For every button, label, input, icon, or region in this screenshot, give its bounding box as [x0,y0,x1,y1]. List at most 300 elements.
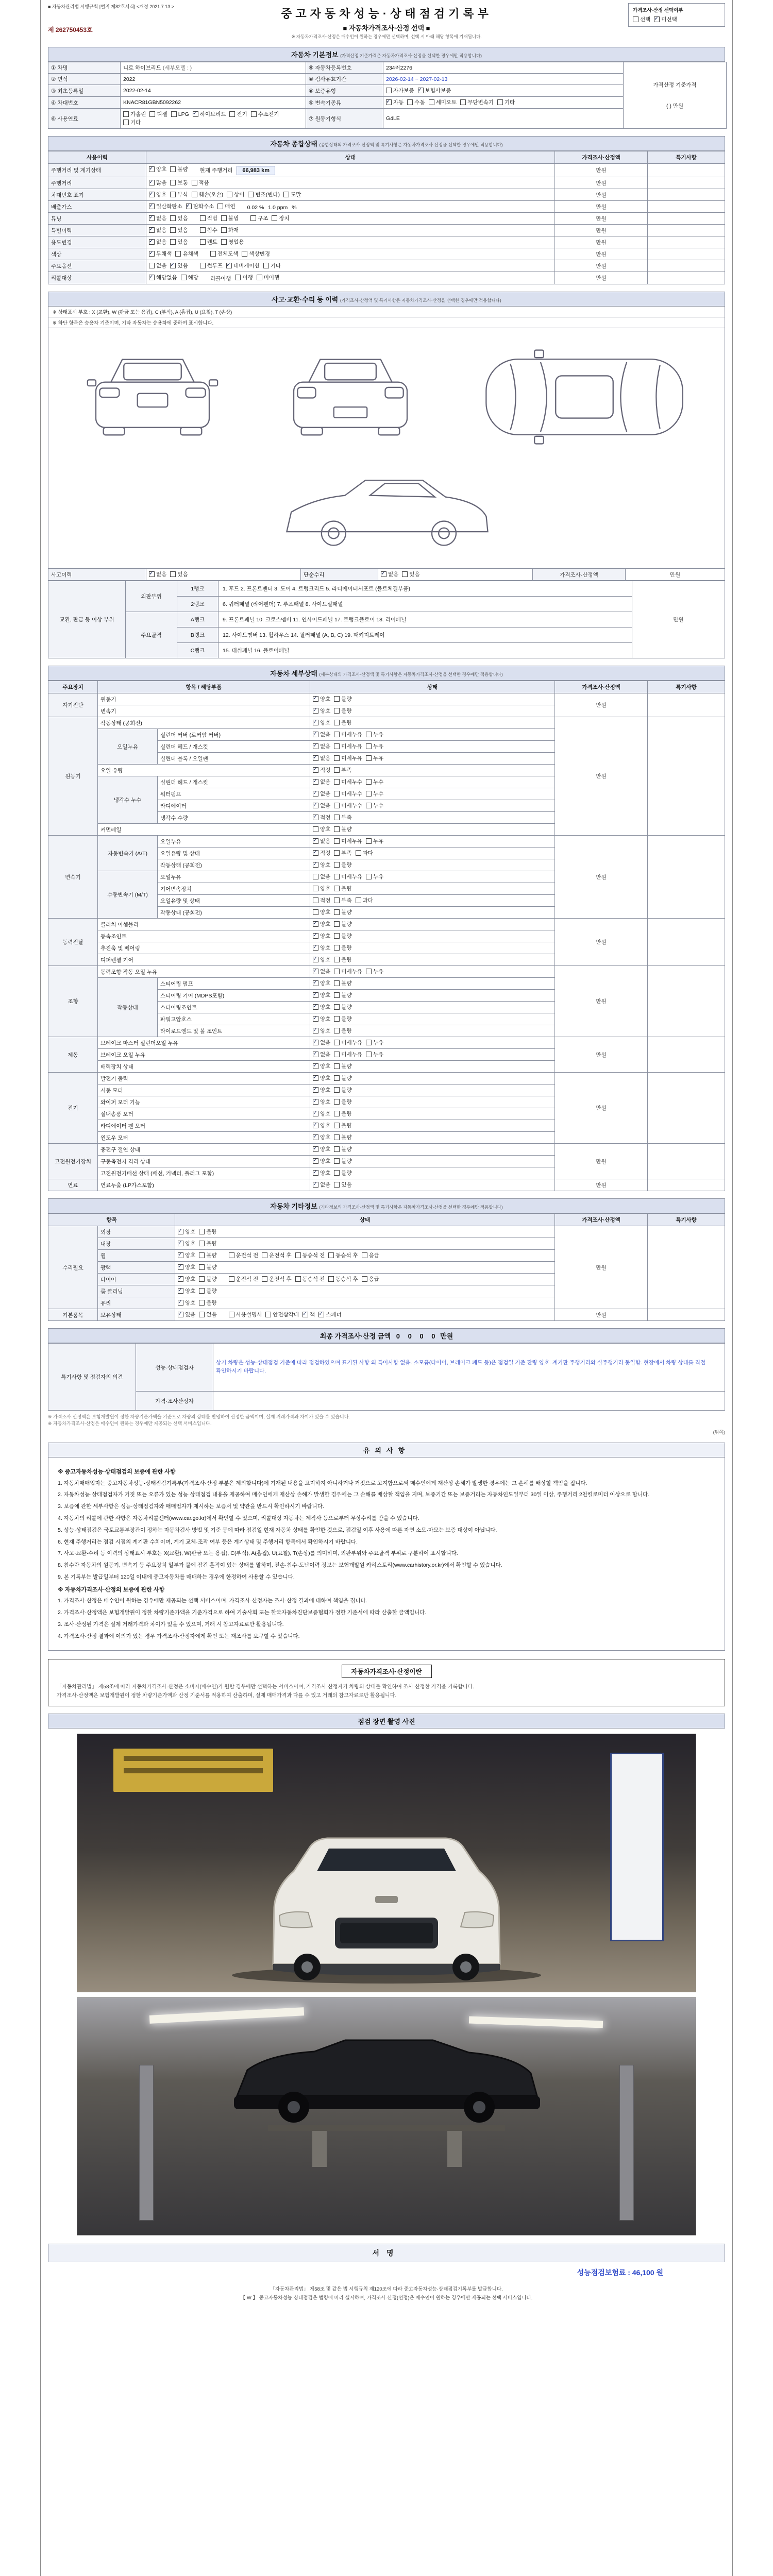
checkbox-label: 무채색 [156,251,172,257]
checkbox-option[interactable] [149,191,166,198]
misc-item-label: 유리 [98,1297,175,1309]
checkbox-option[interactable] [221,226,239,234]
checkbox-option[interactable] [178,1311,195,1318]
checkbox-option[interactable] [149,570,166,578]
checkbox-box [192,180,197,185]
form-reference: ■ 자동차관리법 시행규칙 [별지 제82호서식] <개정 2021.7.13.> [48,4,174,9]
checkbox-option[interactable] [262,1275,292,1283]
checkbox-label: 있음 [177,227,188,233]
checkbox-option[interactable] [386,87,414,94]
checkbox-option[interactable] [407,98,425,106]
checkbox-option[interactable] [235,274,253,281]
checkbox-option[interactable] [418,87,451,94]
checkbox-option[interactable] [199,1311,216,1318]
table-row [48,581,725,597]
column-header: 항목 / 해당부품 [98,681,310,693]
checkbox-option[interactable] [200,214,217,222]
checkbox-option[interactable] [175,250,198,258]
notice-item: 8. 침수란 자동차의 원동기, 변속기 등 주요장치 일부가 물에 잠긴 흔적이 있는 상태를 말하며, 전손·침수·도난이력 정보는 보험개발원 카히스토리(www.carhistory.or.kr)에서 확인할 수 있습니다. [58,1562,502,1569]
section-title-note: (가격조사·산정액 및 특기사항은 자동차가격조사·산정을 선택한 경우에만 적용합니다) [340,298,501,303]
section-title-text: 자동차 기본정보 [291,51,339,59]
checkbox-option[interactable] [178,1228,195,1235]
checkbox-label: 훼손(오손) [198,192,224,198]
checkbox-option[interactable] [170,570,188,578]
checkbox-option[interactable] [334,1027,351,1035]
checkbox-option[interactable] [170,179,188,187]
checkbox-option[interactable] [334,1003,351,1011]
checkbox-option[interactable] [633,15,650,23]
checkbox-option[interactable] [313,1062,330,1070]
checkbox-option[interactable] [334,968,362,975]
checkbox-option[interactable] [313,944,330,952]
checkbox-option[interactable] [313,1050,330,1058]
table-row [48,693,725,705]
checkbox-option[interactable] [313,754,330,762]
checkbox-option[interactable] [227,191,244,198]
group-note [648,693,725,717]
checkbox-option[interactable] [366,873,383,880]
checkbox-option[interactable] [334,920,351,928]
checkbox-option[interactable] [313,766,330,774]
column-header: 특기사항 [648,151,725,164]
checkbox-option[interactable] [149,179,166,187]
final-price-unit: 만원 [440,1332,453,1340]
checkbox-box [334,803,340,808]
checkbox-option[interactable] [334,1181,351,1189]
checkbox-box [334,933,340,939]
checkbox-label: 과다 [362,850,373,856]
checkbox-option[interactable] [313,778,330,786]
checkbox-box [386,88,392,93]
table-row [48,1179,725,1191]
checkbox-option[interactable] [334,1050,362,1058]
checkbox-box [334,969,340,974]
checkbox-label: 보험사보증 [425,88,451,94]
checkbox-option[interactable] [334,956,351,963]
checkbox-option[interactable] [334,731,362,738]
checkbox-option[interactable] [200,262,223,269]
checkbox-box [313,1182,318,1188]
price-appraisal-info-body: 가격조사·산정액은 보험개발원이 정한 차량기준가액과 산정 기준서를 적용하여 산출하며, 실제 매매가격과 다를 수 있고 거래의 참고자료로만 활용됩니다. [57,1692,397,1699]
checkbox-option[interactable] [334,754,362,762]
checkbox-option[interactable] [313,1098,330,1106]
checkbox-option[interactable] [313,837,330,845]
checkbox-option[interactable] [334,1110,351,1117]
checkbox-option[interactable] [334,1098,351,1106]
part-state [310,729,555,741]
checkbox-option[interactable] [263,262,281,269]
checkbox-option[interactable] [366,790,383,798]
checkbox-option[interactable] [199,1251,216,1259]
part-state [310,871,555,883]
checkbox-option[interactable] [170,226,188,234]
checkbox-option[interactable] [334,932,351,940]
part-label: 브레이크 마스터 실린더오일 누유 [98,1037,310,1049]
page-title: 중고자동차성능·상태점검기록부 [281,7,492,20]
checkbox-option[interactable] [402,570,419,578]
checkbox-option[interactable] [313,802,330,809]
checkbox-option[interactable] [186,202,214,210]
checkbox-option[interactable] [334,1169,351,1177]
checkbox-option[interactable] [318,1311,341,1318]
checkbox-label: 불량 [206,1252,217,1259]
checkbox-option[interactable] [313,742,330,750]
part-label: 디퍼렌셜 기어 [98,954,310,966]
checkbox-option[interactable] [193,110,226,118]
checkbox-option[interactable] [257,274,279,281]
checkbox-label: 동승석 전 [302,1276,325,1282]
checkbox-box [200,227,206,233]
checkbox-option[interactable] [199,1275,216,1283]
checkbox-option[interactable] [200,238,217,246]
checkbox-box [123,120,129,125]
checkbox-option[interactable] [149,274,177,281]
checkbox-option[interactable] [313,920,330,928]
checkbox-option[interactable] [149,238,166,246]
checkbox-option[interactable] [429,98,457,106]
checkbox-option[interactable] [334,1133,351,1141]
checkbox-option[interactable] [334,1015,351,1023]
checkbox-option[interactable] [265,1311,299,1318]
checkbox-label: 있음 [177,263,188,269]
checkbox-box [199,1312,205,1317]
checkbox-option[interactable] [313,695,330,703]
footer-line: 「자동차관리법」 제58조 및 같은 법 시행규칙 제120조에 따라 중고자동차성능·상태점검기록부를 발급합니다. [270,2286,503,2292]
checkbox-label: 운전석 전 [236,1252,259,1259]
checkbox-label: 누수 [373,803,384,809]
checkbox-label: 불량 [341,1028,352,1034]
checkbox-option[interactable] [313,1015,330,1023]
checkbox-option[interactable] [313,861,330,869]
price-footnote-2: ※ 자동차가격조사·산정은 매수인이 원하는 경우에만 제공되는 선택 서비스입니다. [48,1421,212,1426]
checkbox-option[interactable] [313,1003,330,1011]
checkbox-option[interactable] [199,1263,216,1271]
checkbox-option[interactable] [334,1074,351,1082]
checkbox-option[interactable] [313,1039,330,1046]
checkbox-box [178,1241,183,1246]
checkbox-option[interactable] [178,1275,195,1283]
checkbox-option[interactable] [303,1311,315,1318]
registration-number: 234러2276 [383,62,624,74]
checkbox-option[interactable] [229,1251,259,1259]
checkbox-option[interactable] [251,110,279,118]
checkbox-option[interactable] [313,1181,330,1189]
checkbox-label: 없음 [156,239,167,245]
fee-value: 46,100 원 [632,2268,663,2277]
row-state [146,225,555,236]
checkbox-option[interactable] [334,1062,351,1070]
checkbox-option[interactable] [334,1086,351,1094]
checkbox-option[interactable] [386,98,404,106]
checkbox-option[interactable] [334,1145,351,1153]
checkbox-option[interactable] [200,226,217,234]
photographed-car-front [211,1809,562,1985]
checkbox-option[interactable] [313,979,330,987]
checkbox-option[interactable] [313,1145,330,1153]
checkbox-option[interactable] [229,1275,259,1283]
checkbox-option[interactable] [334,778,362,786]
checkbox-option[interactable] [229,110,247,118]
checkbox-option[interactable] [149,250,172,258]
checkbox-option[interactable] [295,1251,325,1259]
checkbox-option[interactable] [366,778,383,786]
checkbox-option[interactable] [334,991,351,999]
checkbox-label: 불량 [341,909,352,916]
checkbox-option[interactable] [149,262,166,269]
checkbox-option[interactable] [366,802,383,809]
part-label: 원동기 [98,693,310,705]
checkbox-option[interactable] [313,896,330,904]
checkbox-box [334,850,340,856]
checkbox-option[interactable] [199,1228,216,1235]
row-price: 만원 [555,272,648,284]
checkbox-box [199,1288,205,1294]
checkbox-label: 수동 [414,99,425,106]
checkbox-option[interactable] [334,944,351,952]
checkbox-option[interactable] [334,896,351,904]
checkbox-option[interactable] [313,885,330,892]
group-price: 만원 [555,966,648,1037]
checkbox-option[interactable] [242,250,270,258]
checkbox-option[interactable] [328,1251,358,1259]
sub-group-label: 작동상태 [98,978,158,1037]
checkbox-option[interactable] [313,1122,330,1129]
checkbox-option[interactable] [313,991,330,999]
checkbox-option[interactable] [170,214,188,222]
checkbox-option[interactable] [313,908,330,916]
checkbox-option[interactable] [149,165,166,173]
checkbox-option[interactable] [334,861,351,869]
checkbox-option[interactable] [334,873,362,880]
photos-section-title: 점검 장면 촬영 사진 [48,1714,725,1728]
field-label: ③ 최초등록일 [48,85,121,97]
checkbox-option[interactable] [250,214,268,222]
checkbox-box [334,1075,340,1081]
exchange-section-label: 교환, 판금 등 이상 부위 [48,581,126,658]
checkbox-option[interactable] [170,191,188,198]
checkbox-option[interactable] [272,214,289,222]
checkbox-option[interactable] [334,1122,351,1129]
checkbox-box [366,1040,372,1045]
checkbox-box [313,755,318,761]
checkbox-box [313,1111,318,1116]
checkbox-option[interactable] [313,1074,330,1082]
checkbox-label: 불량 [341,1099,352,1105]
checkbox-option[interactable] [226,262,260,269]
checkbox-option[interactable] [334,719,351,726]
checkbox-option[interactable] [149,214,166,222]
misc-item-label: 외장 [98,1226,175,1238]
checkbox-option[interactable] [356,849,373,857]
checkbox-option[interactable] [149,226,166,234]
checkbox-option[interactable] [178,1251,195,1259]
checkbox-label: 양호 [320,980,331,987]
checkbox-option[interactable] [366,754,383,762]
checkbox-label: 없음 [320,779,331,785]
checkbox-option[interactable] [356,896,373,904]
page-marker: (뒤쪽) [713,1430,725,1435]
checkbox-option[interactable] [123,118,141,126]
subtitle-note: ※ 자동차가격조사·산정은 매수인이 원하는 경우에만 선택하며, 선택 시 아래 해당 항목에 기재됩니다. [291,34,482,39]
row-label: 주행거리 및 계기상태 [48,164,146,177]
checkbox-option[interactable] [366,1050,383,1058]
checkbox-option[interactable] [313,1157,330,1165]
checkbox-label: 양호 [185,1300,196,1306]
checkbox-label: 미세누유 [341,969,362,975]
checkbox-option[interactable] [654,15,677,23]
checkbox-label: 전기 [237,111,247,117]
checkbox-box [199,1252,205,1258]
part-label: 스티어링 기어 (MDPS포함) [158,990,310,1002]
checkbox-option[interactable] [334,814,351,821]
checkbox-option[interactable] [262,1251,292,1259]
checkbox-option[interactable] [313,719,330,726]
ceiling-light [149,2007,304,2024]
checkbox-option[interactable] [313,1133,330,1141]
misc-info-table [48,1213,725,1321]
checkbox-label: 부족 [341,815,352,821]
checkbox-label: 양호 [320,862,331,868]
checkbox-box [200,215,206,221]
checkbox-label: 전체도색 [217,251,239,257]
engine-model: G4LE [383,109,624,129]
checkbox-label: 구조 [258,215,268,222]
checkbox-option[interactable] [170,238,188,246]
final-price-label: 최종 가격조사·산정 금액 [320,1332,391,1340]
checkbox-option[interactable] [381,570,398,578]
checkbox-box [313,969,318,974]
checkbox-label: 없음 [320,791,331,797]
checkbox-box [334,767,340,773]
checkbox-option[interactable] [295,1275,325,1283]
checkbox-option[interactable] [313,825,330,833]
checkbox-option[interactable] [334,837,362,845]
checkbox-option[interactable] [334,825,351,833]
checkbox-option[interactable] [313,849,330,857]
checkbox-option[interactable] [313,956,330,963]
part-label: 연료누출 (LP가스포함) [98,1179,310,1191]
checkbox-option[interactable] [334,695,351,703]
checkbox-option[interactable] [171,111,189,117]
checkbox-box [199,1241,205,1246]
checkbox-label: 없음 [156,571,167,578]
checkbox-label: 적정 [320,850,331,856]
row-label: 용도변경 [48,236,146,248]
checkbox-option[interactable] [199,1240,216,1247]
checkbox-option[interactable] [334,790,362,798]
checkbox-label: 상이 [234,192,245,198]
checkbox-option[interactable] [313,1086,330,1094]
checkbox-option[interactable] [334,1039,362,1046]
checkbox-box [242,251,247,257]
checkbox-box [313,862,318,868]
checkbox-option[interactable] [366,837,383,845]
group-note [648,1037,725,1073]
checkbox-option[interactable] [283,191,301,198]
checkbox-label: 불량 [341,708,352,714]
checkbox-option[interactable] [362,1251,379,1259]
checkbox-option[interactable] [497,98,515,106]
checkbox-option[interactable] [366,742,383,750]
checkbox-label: 운전석 후 [269,1276,292,1282]
checkbox-option[interactable] [149,202,182,210]
checkbox-option[interactable] [210,250,239,258]
checkbox-box [328,1252,334,1258]
checkbox-option[interactable] [192,179,209,187]
checkbox-option[interactable] [313,1110,330,1117]
checkbox-box [334,862,340,868]
checkbox-option[interactable] [313,873,330,880]
checkbox-option[interactable] [178,1263,195,1271]
checkbox-option[interactable] [313,814,330,821]
checkbox-option[interactable] [334,742,362,750]
checkbox-option[interactable] [334,885,351,892]
checkbox-option[interactable] [313,790,330,798]
checkbox-option[interactable] [170,165,188,173]
state-code-legend-2: ※ 하단 항목은 승용차 기준이며, 기타 자동차는 승용차에 준하여 표시합니다. [48,317,725,328]
checkbox-box [334,779,340,785]
checkbox-option[interactable] [334,849,351,857]
checkbox-option[interactable] [149,110,167,118]
checkbox-option[interactable] [328,1275,358,1283]
checkbox-option[interactable] [334,802,362,809]
checkbox-option[interactable] [313,932,330,940]
row-state [146,201,555,213]
checkbox-option[interactable] [217,202,235,210]
checkbox-option[interactable] [460,98,494,106]
checkbox-option[interactable] [366,968,383,975]
checkbox-option[interactable] [313,707,330,715]
checkbox-option[interactable] [313,1027,330,1035]
checkbox-option[interactable] [334,707,351,715]
notice-section-heading: ※ 중고자동차성능·상태점검의 보증에 관한 사항 [58,1469,176,1475]
checkbox-option[interactable] [366,731,383,738]
checkbox-option[interactable] [181,274,198,281]
checkbox-option[interactable] [221,238,244,246]
checkbox-box [366,969,372,974]
checkbox-option[interactable] [313,731,330,738]
checkbox-option[interactable] [178,1240,195,1247]
checkbox-option[interactable] [199,1299,216,1307]
checkbox-option[interactable] [366,1039,383,1046]
checkbox-option[interactable] [192,191,224,198]
checkbox-option[interactable] [221,214,239,222]
notice-item: 3. 조사·산정된 가격은 실제 거래가격과 차이가 있을 수 있으며, 거래 시 참고자료로만 활용됩니다. [58,1621,284,1628]
checkbox-option[interactable] [248,191,280,198]
checkbox-option[interactable] [170,262,188,269]
checkbox-option[interactable] [313,1169,330,1177]
checkbox-option[interactable] [334,979,351,987]
column-header: 상태 [175,1214,555,1226]
checkbox-option[interactable] [334,1157,351,1165]
checkbox-option[interactable] [199,1287,216,1295]
checkbox-option[interactable] [334,766,351,774]
checkbox-box [263,263,269,268]
checkbox-option[interactable] [229,1311,262,1318]
checkbox-option[interactable] [123,110,146,118]
checkbox-option[interactable] [178,1299,195,1307]
device-group-label: 고전원전기장치 [48,1144,98,1179]
checkbox-option[interactable] [334,908,351,916]
part-state [310,919,555,930]
checkbox-box [381,571,386,577]
checkbox-option[interactable] [313,968,330,975]
checkbox-option[interactable] [362,1275,379,1283]
signature-bar[interactable]: 서명 [48,2244,725,2262]
checkbox-box [313,1123,318,1128]
checkbox-label: 불량 [341,826,352,833]
checkbox-option[interactable] [178,1287,195,1295]
